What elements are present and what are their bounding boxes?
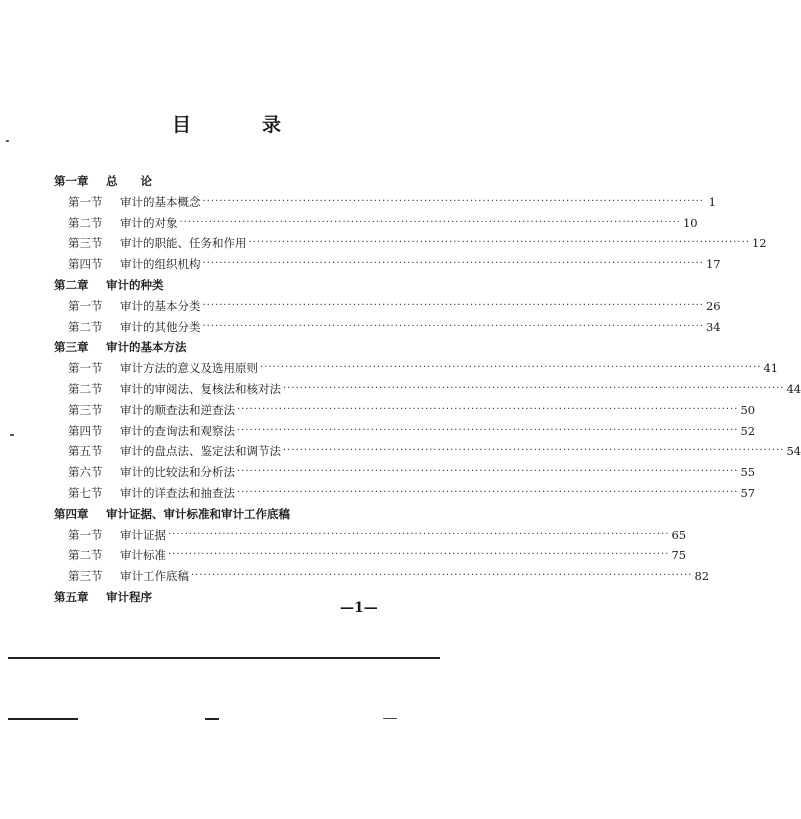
section-page-number: 26 — [705, 298, 721, 313]
section-number: 第三节 — [68, 569, 103, 584]
section-page-number: 44 — [786, 382, 801, 396]
section-title: 审计标准 — [120, 548, 166, 563]
toc-section — [68, 440, 801, 462]
section-number: 第四节 — [68, 423, 103, 438]
section-page-number: 65 — [671, 527, 687, 542]
section-title: 审计的其他分类 — [120, 319, 201, 334]
section-title: 审计的组织机构 — [120, 257, 201, 272]
scan-line-long — [8, 657, 440, 659]
section-title: 审计的职能、任务和作用 — [120, 236, 247, 251]
chapter-title: 审计的基本方法 — [106, 340, 187, 355]
chapter-number: 第一章 — [54, 174, 89, 188]
leader-dots: ························································································································ — [237, 424, 739, 436]
section-page-number: 50 — [740, 402, 756, 417]
toc-section — [68, 482, 756, 504]
chapter-title: 审计的种类 — [106, 278, 164, 292]
leader-dots: ························································································································ — [191, 570, 693, 582]
toc-section — [68, 544, 687, 566]
scan-speck — [10, 434, 14, 436]
title-char-mu: 目 — [172, 114, 192, 136]
section-page-number: 54 — [786, 444, 801, 459]
section-number: 第三节 — [68, 402, 103, 417]
section-title: 审计的比较法和分析法 — [120, 465, 235, 480]
chapter-title: 总 论 — [106, 174, 152, 188]
leader-dots: ························································································································ — [283, 445, 785, 457]
toc-chapter — [54, 170, 152, 192]
leader-dots: ························································································································ — [202, 258, 704, 270]
leader-dots: ························································································································ — [248, 237, 750, 249]
chapter-number: 第五章 — [54, 590, 89, 604]
section-page-number: 52 — [740, 423, 756, 438]
section-title: 审计的基本概念 — [120, 194, 201, 209]
page-number: —1— — [340, 600, 378, 616]
section-number: 第二节 — [68, 215, 103, 230]
chapter-title: 审计程序 — [106, 590, 152, 604]
toc-chapter — [54, 336, 187, 358]
section-page-number: 10 — [682, 215, 698, 230]
section-title: 审计的盘点法、鉴定法和调节法 — [120, 444, 281, 459]
scan-line-short-left — [8, 718, 78, 720]
leader-dots: ························································································································ — [168, 549, 670, 561]
section-page-number: 17 — [705, 257, 721, 272]
toc-section — [68, 420, 756, 442]
section-page-number: 75 — [671, 548, 687, 563]
toc-section — [68, 295, 721, 317]
section-page-number: 41 — [763, 361, 779, 376]
toc-section — [68, 399, 756, 421]
toc-section — [68, 565, 710, 587]
section-title: 审计的对象 — [120, 215, 178, 230]
section-page-number: 1 — [708, 194, 716, 209]
title-char-lu: 录 — [262, 114, 282, 136]
toc-section — [68, 232, 767, 254]
section-title: 审计的查询法和观察法 — [120, 423, 235, 438]
section-number: 第一节 — [68, 298, 103, 313]
toc-section — [68, 378, 801, 400]
section-page-number: 12 — [751, 236, 767, 251]
section-title: 审计方法的意义及选用原则 — [120, 361, 258, 376]
leader-dots: ························································································································ — [179, 216, 681, 228]
toc-section — [68, 316, 721, 338]
leader-dots: ························································································································ — [283, 383, 785, 394]
leader-dots: ························································································································ — [237, 403, 739, 415]
chapter-number: 第四章 — [54, 506, 89, 521]
scan-speck — [6, 140, 9, 142]
section-title: 审计的审阅法、复核法和核对法 — [120, 382, 281, 396]
section-title: 审计的基本分类 — [120, 298, 201, 313]
toc-chapter — [54, 274, 164, 296]
section-title: 审计的顺查法和逆查法 — [120, 402, 235, 417]
toc-section — [68, 524, 687, 546]
leader-dots: ························································································································ — [202, 320, 704, 332]
section-page-number: 82 — [694, 569, 710, 584]
section-number: 第一节 — [68, 527, 103, 542]
section-number: 第三节 — [68, 236, 103, 251]
toc-chapter — [54, 586, 152, 608]
section-number: 第七节 — [68, 486, 103, 500]
leader-dots: ························································································································ — [168, 528, 670, 540]
section-title: 审计的详查法和抽查法 — [120, 486, 235, 500]
scan-line-short-mid — [205, 718, 219, 720]
section-title: 审计证据 — [120, 527, 166, 542]
toc-section — [68, 461, 756, 483]
chapter-title: 审计证据、审计标准和审计工作底稿 — [106, 506, 290, 521]
section-number: 第一节 — [68, 194, 103, 209]
leader-dots: ························································································································ — [202, 299, 704, 311]
section-number: 第五节 — [68, 444, 103, 459]
chapter-number: 第二章 — [54, 278, 89, 292]
section-page-number: 57 — [740, 486, 756, 500]
section-page-number: 55 — [740, 465, 756, 480]
leader-dots: ························································································································ — [237, 466, 739, 478]
chapter-number: 第三章 — [54, 340, 89, 355]
toc-section — [68, 357, 779, 379]
toc-section — [68, 253, 721, 275]
scan-speck — [383, 718, 397, 719]
section-number: 第四节 — [68, 257, 103, 272]
leader-dots: ························································································································ — [202, 195, 704, 207]
toc-section — [68, 191, 716, 213]
section-number: 第一节 — [68, 361, 103, 376]
section-number: 第二节 — [68, 548, 103, 563]
section-number: 第二节 — [68, 382, 103, 396]
toc-chapter — [54, 503, 290, 525]
leader-dots: ························································································································ — [237, 487, 739, 498]
section-number: 第二节 — [68, 319, 103, 334]
toc-section — [68, 212, 698, 234]
section-number: 第六节 — [68, 465, 103, 480]
section-page-number: 34 — [705, 319, 721, 334]
leader-dots: ························································································································ — [260, 362, 762, 374]
section-title: 审计工作底稿 — [120, 569, 189, 584]
